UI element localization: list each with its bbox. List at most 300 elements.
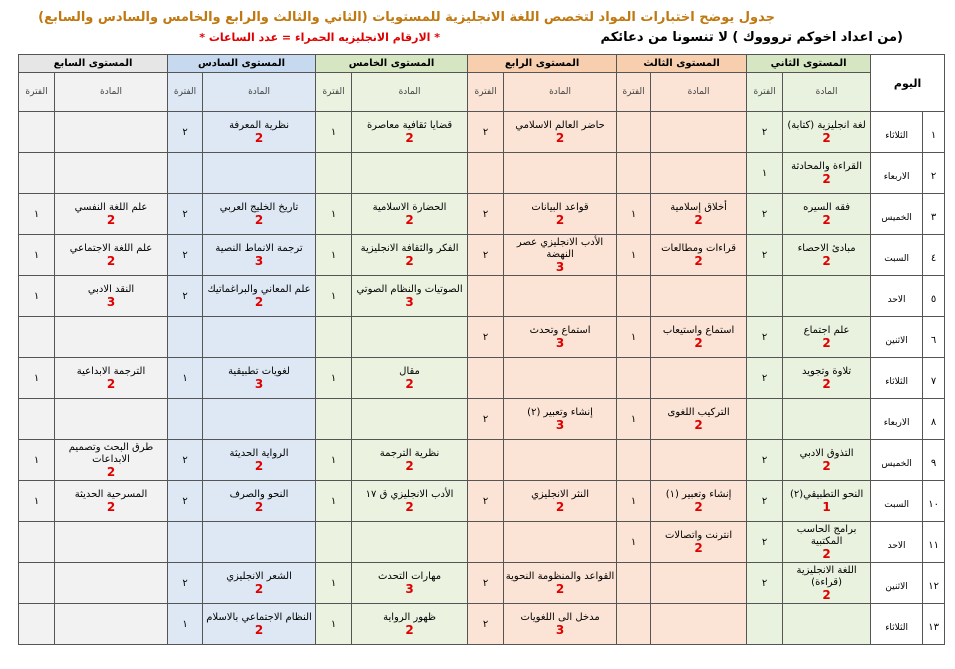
period-value: ٢ [761, 495, 768, 507]
credit-hours: 2 [822, 171, 831, 186]
exam-schedule-table [18, 54, 945, 645]
subject-cell [203, 440, 316, 481]
period-value: ١ [330, 454, 337, 466]
subject-name: تلاوة وتجويد [801, 365, 852, 377]
subject-cell [651, 358, 747, 399]
period-value: ٢ [182, 290, 188, 302]
period-cell [316, 358, 352, 399]
period-cell [468, 399, 504, 440]
subject-cell [203, 153, 316, 194]
subject-name: قواعد البيانات [531, 201, 589, 213]
credit-hours: 2 [254, 581, 264, 596]
period-cell [617, 235, 651, 276]
period-cell [747, 481, 783, 522]
subject-cell [55, 440, 168, 481]
period-value: ٢ [182, 249, 188, 261]
day-number-cell [923, 153, 945, 194]
period-cell [168, 317, 203, 358]
period-cell [747, 112, 783, 153]
period-cell [316, 153, 352, 194]
subject-cell [55, 235, 168, 276]
period-cell [468, 153, 504, 194]
subject-cell [504, 153, 617, 194]
period-cell [468, 604, 504, 645]
level-7-header: المستوى السابع [19, 55, 168, 73]
table-row [19, 112, 945, 153]
subject-cell [203, 563, 316, 604]
subject-cell [352, 522, 468, 563]
day-name-cell [871, 317, 923, 358]
subject-name: إنشاء وتعبير (٢) [527, 406, 593, 418]
period-cell [747, 235, 783, 276]
period-value: ٢ [482, 618, 489, 630]
period-cell [19, 440, 55, 481]
period-cell [19, 481, 55, 522]
subject-cell [203, 481, 316, 522]
level-3-header: المستوى الثالث [617, 55, 747, 73]
period-value: ٢ [761, 577, 768, 589]
period-cell [168, 440, 203, 481]
schedule-body [19, 112, 945, 645]
subject-name: النثر الانجليزي [531, 488, 590, 500]
credit-hours: 3 [555, 335, 565, 350]
period-value: ٢ [482, 495, 489, 507]
day-number: ٢ [930, 170, 937, 182]
day-name-cell [871, 276, 923, 317]
period-cell [468, 112, 504, 153]
subject-cell [651, 563, 747, 604]
subject-name: الرواية الحديثة [229, 447, 289, 459]
period-value: ٢ [761, 249, 768, 261]
period-cell [168, 112, 203, 153]
subject-name: مبادئ الاحصاء [797, 242, 856, 254]
period-cell [747, 563, 783, 604]
period-cell [316, 112, 352, 153]
period-cell [316, 276, 352, 317]
period-cell [617, 358, 651, 399]
subject-cell [352, 481, 468, 522]
table-row [19, 481, 945, 522]
day-number-cell [923, 235, 945, 276]
credit-hours: 2 [822, 130, 831, 145]
subject-cell [504, 440, 617, 481]
subject-cell [504, 194, 617, 235]
table-row [19, 276, 945, 317]
subject-cell [55, 563, 168, 604]
period-cell [316, 440, 352, 481]
subject-name: النحو والصرف [229, 488, 289, 500]
subject-cell [504, 317, 617, 358]
day-number: ٦ [930, 334, 937, 346]
day-number-cell [923, 522, 945, 563]
day-number: ١١ [928, 539, 939, 551]
period-header: الفترة [617, 73, 651, 112]
subject-name: المسرحية الحديثة [74, 488, 148, 500]
table-row [19, 153, 945, 194]
period-value: ١ [630, 331, 637, 343]
period-value: ١ [330, 249, 337, 261]
period-value: ١ [33, 290, 40, 302]
subject-cell [352, 194, 468, 235]
credit-hours: 3 [555, 259, 565, 274]
subject-cell [55, 276, 168, 317]
subject-name: استماع واستيعاب [662, 324, 735, 336]
credit-hours: 2 [254, 499, 264, 514]
subject-name: ظهور الرواية [383, 611, 436, 623]
day-number: ١٢ [928, 580, 939, 592]
table-row [19, 358, 945, 399]
subject-cell [55, 194, 168, 235]
period-cell [747, 153, 783, 194]
subject-name: القراءة والمحادثة [791, 160, 863, 172]
credit-hours: 3 [254, 376, 264, 391]
subject-cell [352, 399, 468, 440]
subject-name: النظام الاجتماعي بالاسلام [206, 611, 312, 623]
period-cell [617, 440, 651, 481]
subject-name: مقال [399, 365, 420, 377]
day-name: الخميس [881, 458, 912, 469]
day-name-cell [871, 440, 923, 481]
subject-cell [203, 399, 316, 440]
subject-name: علم اللغة النفسي [74, 201, 148, 213]
subject-cell [203, 235, 316, 276]
subject-name: قراءات ومطالعات [661, 242, 737, 254]
period-value: ١ [330, 126, 337, 138]
credit-hours: 3 [405, 581, 414, 596]
day-name: الاثنين [885, 581, 908, 592]
credit-hours: 3 [555, 622, 565, 637]
table-row [19, 522, 945, 563]
day-name-cell [871, 112, 923, 153]
credit-hours: 3 [405, 294, 414, 309]
credit-hours: 2 [694, 417, 703, 432]
day-name: الاربعاء [883, 417, 910, 428]
period-value: ١ [330, 372, 337, 384]
level-2-header: المستوى الثاني [747, 55, 871, 73]
subject-cell [55, 317, 168, 358]
period-value: ٢ [182, 208, 188, 220]
subject-name: طرق البحث وتصميم الابداعات [68, 441, 154, 465]
credit-hours: 2 [822, 376, 831, 391]
subject-cell [203, 276, 316, 317]
credit-hours: 2 [822, 253, 831, 268]
day-name: الاحد [887, 540, 906, 551]
subject-cell [651, 604, 747, 645]
subject-cell [504, 399, 617, 440]
period-header: الفترة [168, 73, 203, 112]
day-number-cell [923, 317, 945, 358]
period-cell [168, 358, 203, 399]
period-cell [168, 194, 203, 235]
credit-hours: 2 [254, 294, 264, 309]
subject-name: الصوتيات والنظام الصوتي [356, 283, 463, 295]
period-cell [168, 522, 203, 563]
credit-hours: 2 [405, 458, 414, 473]
period-cell [168, 276, 203, 317]
subject-name: الفكر والثقافة الانجليزية [360, 242, 459, 254]
level-4-header: المستوى الرابع [468, 55, 617, 73]
credit-hours: 2 [405, 212, 414, 227]
page-subtitle: (من اعداد اخوكم تروووك ) لا تنسونا من دعائكم [600, 30, 903, 45]
period-value: ٢ [761, 331, 768, 343]
subject-cell [504, 563, 617, 604]
period-cell [19, 563, 55, 604]
period-cell [19, 358, 55, 399]
period-cell [747, 317, 783, 358]
subject-header: المادة [783, 73, 871, 112]
subject-cell [55, 153, 168, 194]
day-name: الاثنين [885, 335, 908, 346]
subject-name: التذوق الادبي [799, 447, 854, 459]
subject-name: علم اللغة الاجتماعي [69, 242, 153, 254]
subject-name: انترنت واتصالات [665, 529, 733, 541]
credit-hours: 2 [106, 212, 116, 227]
period-value: ١ [630, 208, 637, 220]
period-cell [316, 604, 352, 645]
level-header-row [19, 55, 945, 73]
subject-cell [55, 112, 168, 153]
level-6-header: المستوى السادس [168, 55, 316, 73]
subject-cell [352, 604, 468, 645]
period-cell [19, 317, 55, 358]
period-value: ١ [33, 495, 40, 507]
period-header: الفترة [747, 73, 783, 112]
subject-name: علم اجتماع [803, 324, 850, 336]
period-cell [617, 317, 651, 358]
subject-cell [783, 563, 871, 604]
period-value: ٢ [761, 372, 768, 384]
period-cell [316, 194, 352, 235]
subject-cell [783, 522, 871, 563]
period-cell [747, 194, 783, 235]
period-cell [617, 481, 651, 522]
period-value: ١ [33, 208, 40, 220]
period-value: ٢ [761, 454, 768, 466]
subject-name: لغويات تطبيقية [228, 365, 290, 377]
day-number-cell [923, 440, 945, 481]
day-number-cell [923, 194, 945, 235]
period-value: ١ [761, 167, 768, 179]
period-value: ١ [330, 495, 337, 507]
period-cell [468, 522, 504, 563]
subject-cell [352, 235, 468, 276]
period-value: ٢ [761, 126, 768, 138]
subject-header: المادة [504, 73, 617, 112]
period-cell [747, 399, 783, 440]
subject-name: إنشاء وتعبير (١) [665, 488, 732, 500]
subject-name: مدخل الى اللغويات [520, 611, 600, 623]
period-cell [617, 153, 651, 194]
subject-cell [651, 317, 747, 358]
credit-hours: 2 [694, 540, 703, 555]
hours-note: * الارقام الانجليزيه الحمراء = عدد الساعات * [199, 31, 440, 44]
day-number-cell [923, 276, 945, 317]
subject-name: القواعد والمنظومة النحوية [505, 570, 615, 582]
subject-cell [504, 481, 617, 522]
period-value: ٢ [182, 126, 188, 138]
period-cell [617, 522, 651, 563]
period-cell [617, 399, 651, 440]
period-cell [468, 358, 504, 399]
period-header: الفترة [19, 73, 55, 112]
period-cell [617, 563, 651, 604]
day-name: الثلاثاء [885, 130, 908, 141]
subject-cell [651, 153, 747, 194]
credit-hours: 2 [254, 458, 264, 473]
period-value: ١ [630, 495, 637, 507]
day-number: ٤ [930, 252, 937, 264]
period-value: ٢ [182, 495, 188, 507]
period-cell [19, 153, 55, 194]
subject-header: المادة [352, 73, 468, 112]
period-cell [168, 399, 203, 440]
subject-cell [203, 194, 316, 235]
subject-cell [352, 276, 468, 317]
period-cell [316, 563, 352, 604]
period-cell [617, 276, 651, 317]
period-cell [19, 276, 55, 317]
period-cell [617, 112, 651, 153]
subject-cell [203, 112, 316, 153]
day-number-cell [923, 399, 945, 440]
subject-name: أخلاق إسلامية [670, 201, 727, 213]
subject-name: الأدب الانجليزي عصر النهضة [516, 236, 604, 260]
period-cell [617, 194, 651, 235]
period-value: ١ [330, 208, 337, 220]
credit-hours: 2 [822, 587, 831, 602]
subject-name: الترجمة الابداعية [76, 365, 146, 377]
day-number: ١ [930, 129, 937, 141]
period-value: ٢ [182, 577, 188, 589]
credit-hours: 2 [694, 335, 703, 350]
subject-cell [783, 235, 871, 276]
credit-hours: 2 [822, 212, 831, 227]
period-cell [747, 604, 783, 645]
credit-hours: 2 [254, 130, 264, 145]
day-name-cell [871, 522, 923, 563]
period-value: ١ [33, 454, 40, 466]
subject-name: النقد الادبي [87, 283, 135, 295]
subject-cell [352, 153, 468, 194]
period-cell [316, 317, 352, 358]
period-cell [747, 522, 783, 563]
credit-hours: 2 [405, 130, 414, 145]
subject-cell [783, 604, 871, 645]
day-number: ٩ [930, 457, 937, 469]
subject-cell [783, 358, 871, 399]
day-number-cell [923, 563, 945, 604]
day-number: ١٠ [928, 498, 939, 510]
subject-name: برامج الحاسب المكتبية [796, 523, 857, 547]
period-value: ٢ [761, 208, 768, 220]
period-value: ١ [33, 249, 40, 261]
credit-hours: 2 [106, 376, 116, 391]
period-cell [468, 563, 504, 604]
credit-hours: 2 [822, 335, 831, 350]
subject-name: اللغة الانجليزية (قراءة) [796, 564, 857, 588]
subject-cell [783, 153, 871, 194]
level-5-header: المستوى الخامس [316, 55, 468, 73]
subject-name: نظرية الترجمة [379, 447, 440, 459]
period-cell [468, 235, 504, 276]
day-name-cell [871, 604, 923, 645]
subject-cell [651, 481, 747, 522]
credit-hours: 2 [822, 546, 831, 561]
subject-cell [203, 317, 316, 358]
period-value: ١ [182, 618, 188, 630]
subject-cell [651, 440, 747, 481]
subject-cell [783, 194, 871, 235]
period-cell [747, 440, 783, 481]
period-cell [19, 522, 55, 563]
period-value: ١ [630, 413, 637, 425]
period-cell [168, 235, 203, 276]
subject-cell [783, 481, 871, 522]
subject-name: نظرية المعرفة [229, 119, 289, 131]
credit-hours: 2 [555, 130, 565, 145]
day-header-label: اليوم [893, 76, 922, 90]
day-number-cell [923, 112, 945, 153]
day-number: ١٣ [928, 621, 939, 633]
subject-cell [504, 522, 617, 563]
period-cell [316, 235, 352, 276]
day-name: الثلاثاء [885, 622, 908, 633]
subject-cell [55, 522, 168, 563]
subject-cell [203, 522, 316, 563]
credit-hours: 2 [822, 458, 831, 473]
day-number: ٧ [930, 375, 937, 387]
subject-cell [352, 112, 468, 153]
day-name-cell [871, 563, 923, 604]
period-cell [468, 317, 504, 358]
period-value: ١ [630, 536, 637, 548]
subject-name: النحو التطبيقي(٢) [789, 488, 864, 500]
subject-cell [783, 399, 871, 440]
subject-cell [203, 604, 316, 645]
subject-header: المادة [651, 73, 747, 112]
subject-cell [55, 358, 168, 399]
credit-hours: 2 [555, 499, 565, 514]
credit-hours: 2 [405, 253, 414, 268]
subject-cell [504, 358, 617, 399]
subject-cell [352, 440, 468, 481]
period-cell [468, 276, 504, 317]
day-header [871, 55, 945, 112]
credit-hours: 2 [555, 212, 565, 227]
day-name: السبت [884, 253, 910, 264]
table-row [19, 194, 945, 235]
day-name: الثلاثاء [885, 376, 908, 387]
subject-name: الشعر الانجليزي [226, 570, 292, 582]
subject-cell [504, 604, 617, 645]
table-row [19, 604, 945, 645]
subject-header: المادة [55, 73, 168, 112]
period-cell [168, 481, 203, 522]
table-row [19, 563, 945, 604]
period-value: ٢ [482, 331, 489, 343]
page-title: جدول يوضح اختبارات المواد لتخصص اللغة الانجليزية للمستويات (الثاني والثالث والرابع والخامس والسادس والسابع) [38, 10, 775, 25]
day-number-cell [923, 481, 945, 522]
day-number: ٥ [930, 293, 937, 305]
period-cell [468, 481, 504, 522]
period-cell [168, 153, 203, 194]
subject-name: فقه السيره [803, 201, 851, 213]
subject-cell [504, 112, 617, 153]
credit-hours: 2 [694, 212, 703, 227]
period-cell [316, 399, 352, 440]
day-name-cell [871, 194, 923, 235]
day-name-cell [871, 481, 923, 522]
